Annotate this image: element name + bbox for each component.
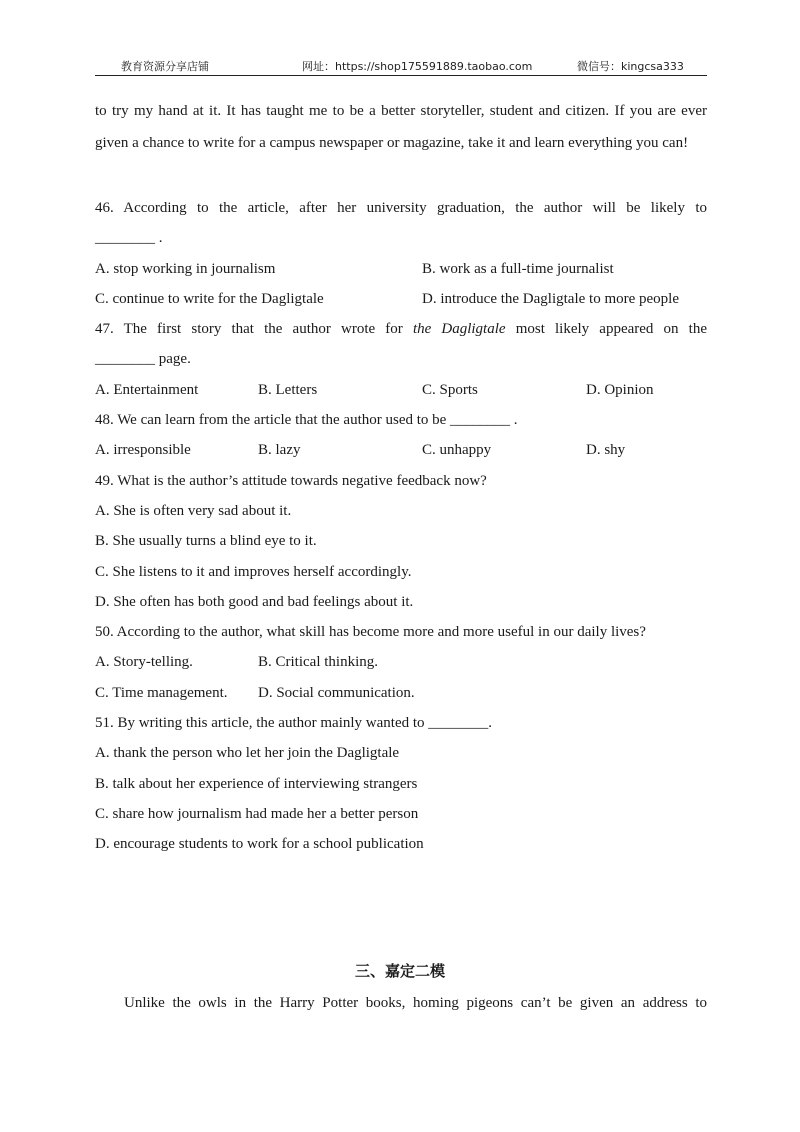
document-body xyxy=(95,95,707,860)
option-c: C. Time management. xyxy=(95,684,228,701)
question-47 xyxy=(95,314,707,344)
page-header xyxy=(95,56,707,76)
question-48-options xyxy=(95,435,707,465)
question-50-options-row1 xyxy=(95,647,707,677)
option-a: A. stop working in journalism xyxy=(95,260,276,277)
option-b: B. Letters xyxy=(258,381,318,398)
section-title: 三、嘉定二模 xyxy=(354,962,445,980)
header-website: 网址：https://shop175591889.taobao.com xyxy=(302,60,533,73)
intro-paragraph: to try my hand at it. It has taught me to be a better storyteller, student and citizen. If you are ever given a chance to write for a campus newspaper or magazine, take it and learn everything you can! xyxy=(95,103,707,151)
option-b: B. talk about her experience of interviewing strangers xyxy=(95,775,418,792)
question-46-options-row2 xyxy=(95,284,707,314)
option-a: A. She is often very sad about it. xyxy=(95,502,292,519)
option-d: D. She often has both good and bad feelings about it. xyxy=(95,593,414,610)
header-wechat: 微信号：kingcsa333 xyxy=(577,60,684,73)
option-d: D. shy xyxy=(586,442,626,459)
option-c: C. continue to write for the Dagligtale xyxy=(95,290,324,307)
option-c: C. Sports xyxy=(422,381,478,398)
newspaper-name: the Dagligtale xyxy=(412,321,506,338)
question-50: 50. According to the author, what skill has become more and more useful in our daily lives? xyxy=(95,624,646,641)
option-c: C. unhappy xyxy=(422,442,492,459)
question-46: 46. According to the article, after her university graduation, the author will be likely to xyxy=(95,200,707,216)
option-c: C. She listens to it and improves herself accordingly. xyxy=(95,563,412,580)
option-a: A. Entertainment xyxy=(95,381,199,398)
header-shop-name: 教育资源分享店铺 xyxy=(121,60,209,73)
option-b: B. work as a full-time journalist xyxy=(422,260,614,277)
option-d: D. Opinion xyxy=(586,381,654,398)
option-a: A. irresponsible xyxy=(95,442,191,459)
question-46-blank: ________ . xyxy=(95,230,163,247)
question-47-blank: ________ page. xyxy=(95,351,191,368)
option-c: C. share how journalism had made her a better person xyxy=(95,805,419,822)
question-47-post: most likely appeared on the xyxy=(515,321,708,338)
question-51: 51. By writing this article, the author mainly wanted to ________. xyxy=(95,715,493,732)
question-47-pre: 47. The first story that the author wrote for xyxy=(95,321,403,338)
question-48: 48. We can learn from the article that the author used to be ________ . xyxy=(95,412,518,429)
option-d: D. introduce the Dagligtale to more people xyxy=(422,290,679,307)
option-b: B. lazy xyxy=(258,442,301,459)
option-b: B. Critical thinking. xyxy=(258,654,378,671)
next-passage-first-line: Unlike the owls in the Harry Potter books, homing pigeons can’t be given an address to xyxy=(124,995,707,1011)
option-a: A. thank the person who let her join the Dagligtale xyxy=(95,745,400,762)
option-d: D. Social communication. xyxy=(258,684,415,701)
question-46-options-row1 xyxy=(95,254,707,284)
option-b: B. She usually turns a blind eye to it. xyxy=(95,533,317,550)
question-47-options xyxy=(95,375,707,405)
option-d: D. encourage students to work for a school publication xyxy=(95,836,424,853)
question-49: 49. What is the author’s attitude towards negative feedback now? xyxy=(95,472,487,489)
question-50-options-row2 xyxy=(95,678,707,708)
option-a: A. Story-telling. xyxy=(95,654,193,671)
